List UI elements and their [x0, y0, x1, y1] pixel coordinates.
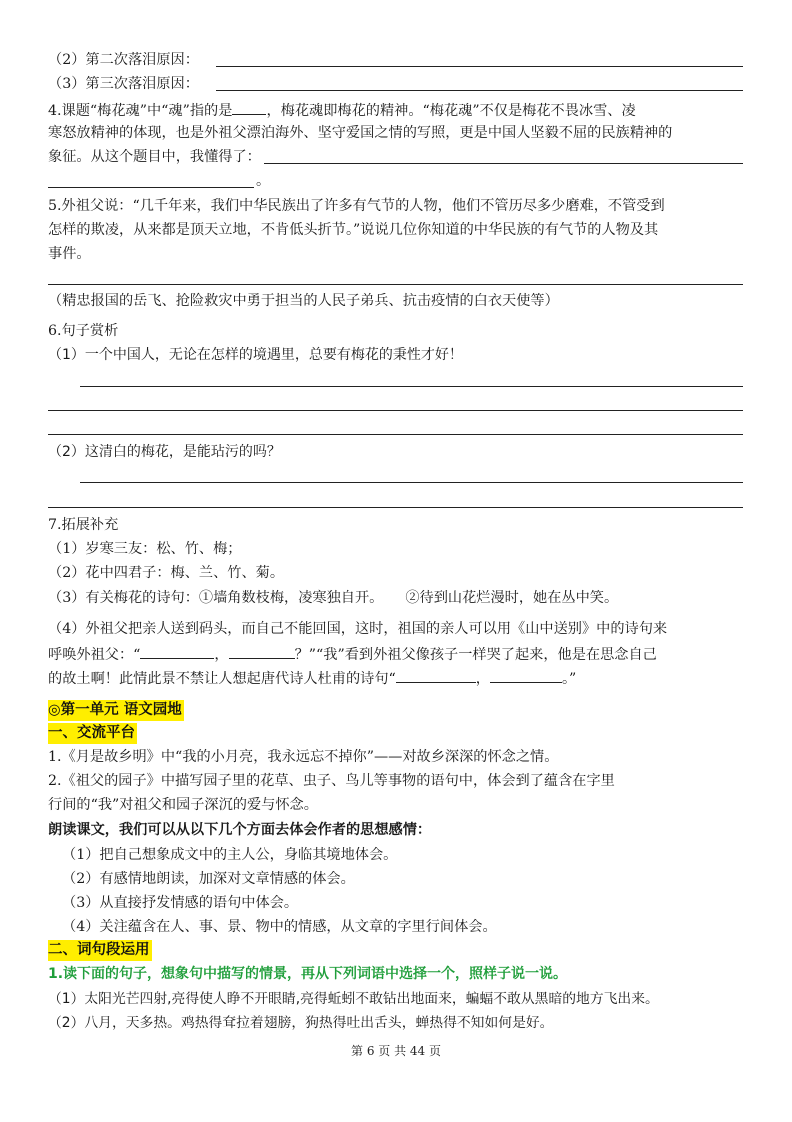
answer-line[interactable] — [48, 507, 743, 508]
q7-item-4-line-3: 的故土啊！此情此景不禁让人想起唐代诗人杜甫的诗句“ ， 。” — [48, 667, 576, 689]
q4-end-mark: 。 — [256, 173, 271, 189]
q5-answer: （精忠报国的岳飞、抢险救灾中勇于担当的人民子弟兵、抗击疫情的白衣天使等） — [48, 293, 559, 309]
q3-item-3: （3）第三次落泪原因： — [48, 76, 199, 92]
section-heading-exchange: 一、交流平台 — [48, 723, 137, 744]
example-sentence-2: （2）八月，天多热。鸡热得耷拉着翅膀，狗热得吐出舌头，蝉热得不知如何是好。 — [48, 1015, 554, 1031]
exchange-point-2-line-1: 2.《祖父的园子》中描写园子里的花草、虫子、鸟儿等事物的语句中，体会到了蕴含在字里 — [48, 773, 615, 789]
q7-item-4-line-1: （4）外祖父把亲人送到码头，而自己不能回国，这时，祖国的亲人可以用《山中送别》中的诗句来 — [48, 621, 668, 637]
q4-line-2: 寒怒放精神的体现，也是外祖父漂泊海外、坚守爱国之情的写照，更是中国人坚毅不屈的民族精神的 — [48, 125, 673, 141]
method-item-2: （2）有感情地朗读，加深对文章情感的体会。 — [62, 871, 355, 887]
method-item-3: （3）从直接抒发情感的语句中体会。 — [62, 895, 299, 911]
fill-blank[interactable] — [229, 643, 295, 659]
q6-title: 6.句子赏析 — [48, 323, 119, 339]
q3-item-2: （2）第二次落泪原因： — [48, 52, 199, 68]
answer-line[interactable] — [216, 90, 743, 91]
q6-sentence-1: （1）一个中国人，无论在怎样的境遇里，总要有梅花的秉性才好！ — [48, 347, 463, 363]
answer-line[interactable] — [216, 66, 743, 67]
method-item-4: （4）关注蕴含在人、事、景、物中的情感，从文章的字里行间体会。 — [62, 919, 497, 935]
answer-line[interactable] — [264, 163, 743, 164]
q4-line-1: 4.课题“梅花魂”中“魂”指的是 ，梅花魂即梅花的精神。“梅花魂”不仅是梅花不畏冰雪、凌 — [48, 99, 636, 121]
unit-heading: ◎第一单元 语文园地 — [48, 700, 184, 721]
answer-line[interactable] — [48, 284, 743, 285]
q7-item-3: （3）有关梅花的诗句：①墙角数枝梅，凌寒独自开。 ②待到山花烂漫时，她在丛中笑。 — [48, 590, 619, 606]
q7-item-4-line-2: 呼唤外祖父：“ ， ？”“我”看到外祖父像孩子一样哭了起来，他是在思念自己 — [48, 643, 657, 665]
q7-item-1: （1）岁寒三友：松、竹、梅； — [48, 541, 242, 557]
fill-blank[interactable] — [490, 667, 562, 683]
exchange-point-1: 1.《月是故乡明》中“我的小月亮，我永远忘不掉你”——对故乡深深的怀念之情。 — [48, 749, 559, 765]
fill-blank[interactable] — [232, 99, 266, 115]
q7-item-2: （2）花中四君子：梅、兰、竹、菊。 — [48, 565, 285, 581]
exchange-point-2-line-2: 行间的“我”对祖父和园子深沉的爱与怀念。 — [48, 797, 318, 813]
q6-sentence-2: （2）这清白的梅花，是能玷污的吗？ — [48, 444, 281, 460]
usage-task: 1.读下面的句子，想象句中描写的情景，再从下列词语中选择一个，照样子说一说。 — [48, 966, 568, 982]
answer-line[interactable] — [48, 434, 743, 435]
q4-line-3: 象征。从这个题目中，我懂得了： — [48, 149, 261, 165]
answer-line[interactable] — [48, 187, 254, 188]
q5-line-3: 事件。 — [48, 246, 91, 262]
fill-blank[interactable] — [396, 667, 476, 683]
page-footer: 第 6 页 共 44 页 — [351, 1044, 441, 1058]
q7-title: 7.拓展补充 — [48, 517, 119, 533]
method-title: 朗读课文，我们可以从以下几个方面去体会作者的思想感情： — [48, 822, 432, 838]
example-sentence-1: （1）太阳光芒四射,亮得使人睁不开眼睛,亮得蚯蚓不敢钻出地面来，蝙蝠不敢从黑暗的地方飞出来。 — [48, 991, 659, 1007]
fill-blank[interactable] — [140, 643, 214, 659]
answer-line[interactable] — [80, 482, 743, 483]
method-item-1: （1）把自己想象成文中的主人公，身临其境地体会。 — [62, 847, 398, 863]
section-heading-usage: 二、词句段运用 — [48, 940, 152, 961]
q5-line-2: 怎样的欺凌，从来都是顶天立地，不肯低头折节。”说说几位你知道的中华民族的有气节的人物及其 — [48, 222, 659, 238]
answer-line[interactable] — [48, 410, 743, 411]
q5-line-1: 5.外祖父说：“几千年来，我们中华民族出了许多有气节的人物，他们不管历尽多少磨难，不管受到 — [48, 198, 665, 214]
answer-line[interactable] — [80, 386, 743, 387]
